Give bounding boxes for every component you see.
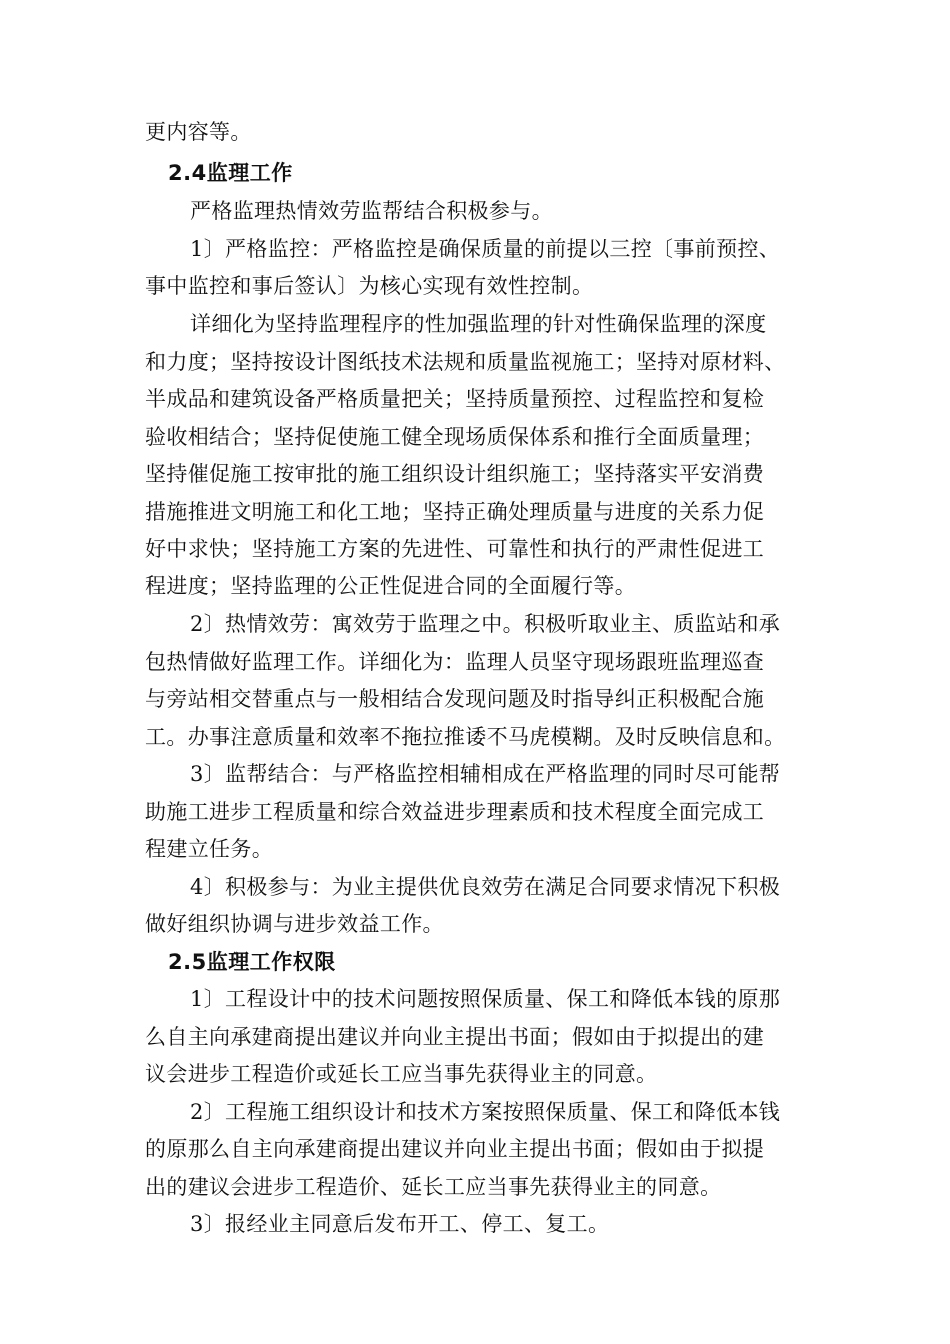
paragraph-line: 出的建议会进步工程造价、延长工应当事先获得业主的同意。 xyxy=(145,1175,722,1199)
paragraph-line: 和力度；坚持按设计图纸技术法规和质量监视施工；坚持对原材料、 xyxy=(145,350,786,374)
paragraph-line: 包热情做好监理工作。详细化为：监理人员坚守现场跟班监理巡查 xyxy=(145,650,765,674)
paragraph-line: 措施推进文明施工和化工地；坚持正确处理质量与进度的关系力促 xyxy=(145,500,765,524)
paragraph-line: 4〕积极参与：为业主提供优良效劳在满足合同要求情况下积极 xyxy=(190,875,781,899)
paragraph-line: 工。办事注意质量和效率不拖拉推诿不马虎模糊。及时反映信息和。 xyxy=(145,725,786,749)
paragraph-line: 么自主向承建商提出建议并向业主提出书面；假如由于拟提出的建 xyxy=(145,1025,765,1049)
paragraph-line: 3〕报经业主同意后发布开工、停工、复工。 xyxy=(190,1212,610,1236)
paragraph-line: 好中求快；坚持施工方案的先进性、可靠性和执行的严肃性促进工 xyxy=(145,537,765,561)
paragraph-line: 2〕热情效劳：寓效劳于监理之中。积极听取业主、质监站和承 xyxy=(190,612,781,636)
paragraph-line: 做好组织协调与进步效益工作。 xyxy=(145,912,444,936)
paragraph-line: 的原那么自主向承建商提出建议并向业主提出书面；假如由于拟提 xyxy=(145,1137,765,1161)
paragraph-line: 程进度；坚持监理的公正性促进合同的全面履行等。 xyxy=(145,574,637,598)
paragraph-line: 半成品和建筑设备严格质量把关；坚持质量预控、过程监控和复检 xyxy=(145,387,765,411)
section-heading-2-4: 2.4监理工作 xyxy=(168,161,293,185)
paragraph-line: 更内容等。 xyxy=(145,120,252,144)
paragraph-line: 程建立任务。 xyxy=(145,837,274,861)
paragraph-line: 3〕监帮结合：与严格监控相辅相成在严格监理的同时尽可能帮 xyxy=(190,762,781,786)
paragraph-line: 1〕工程设计中的技术问题按照保质量、保工和降低本钱的原那 xyxy=(190,987,781,1011)
paragraph-line: 严格监理热情效劳监帮结合积极参与。 xyxy=(190,199,553,223)
section-heading-2-5: 2.5监理工作权限 xyxy=(168,950,336,974)
paragraph-line: 坚持催促施工按审批的施工组织设计组织施工；坚持落实平安消费 xyxy=(145,462,765,486)
paragraph-line: 详细化为坚持监理程序的性加强监理的针对性确保监理的深度 xyxy=(190,312,767,336)
paragraph-line: 1〕严格监控：严格监控是确保质量的前提以三控〔事前预控、 xyxy=(190,237,781,261)
paragraph-line: 2〕工程施工组织设计和技术方案按照保质量、保工和降低本钱 xyxy=(190,1100,781,1124)
paragraph-line: 与旁站相交替重点与一般相结合发现问题及时指导纠正积极配合施 xyxy=(145,687,765,711)
paragraph-line: 助施工进步工程质量和综合效益进步理素质和技术程度全面完成工 xyxy=(145,800,765,824)
paragraph-line: 议会进步工程造价或延长工应当事先获得业主的同意。 xyxy=(145,1062,658,1086)
paragraph-line: 验收相结合；坚持促使施工健全现场质保体系和推行全面质量理； xyxy=(145,425,765,449)
paragraph-line: 事中监控和事后签认〕为核心实现有效性控制。 xyxy=(145,274,594,298)
